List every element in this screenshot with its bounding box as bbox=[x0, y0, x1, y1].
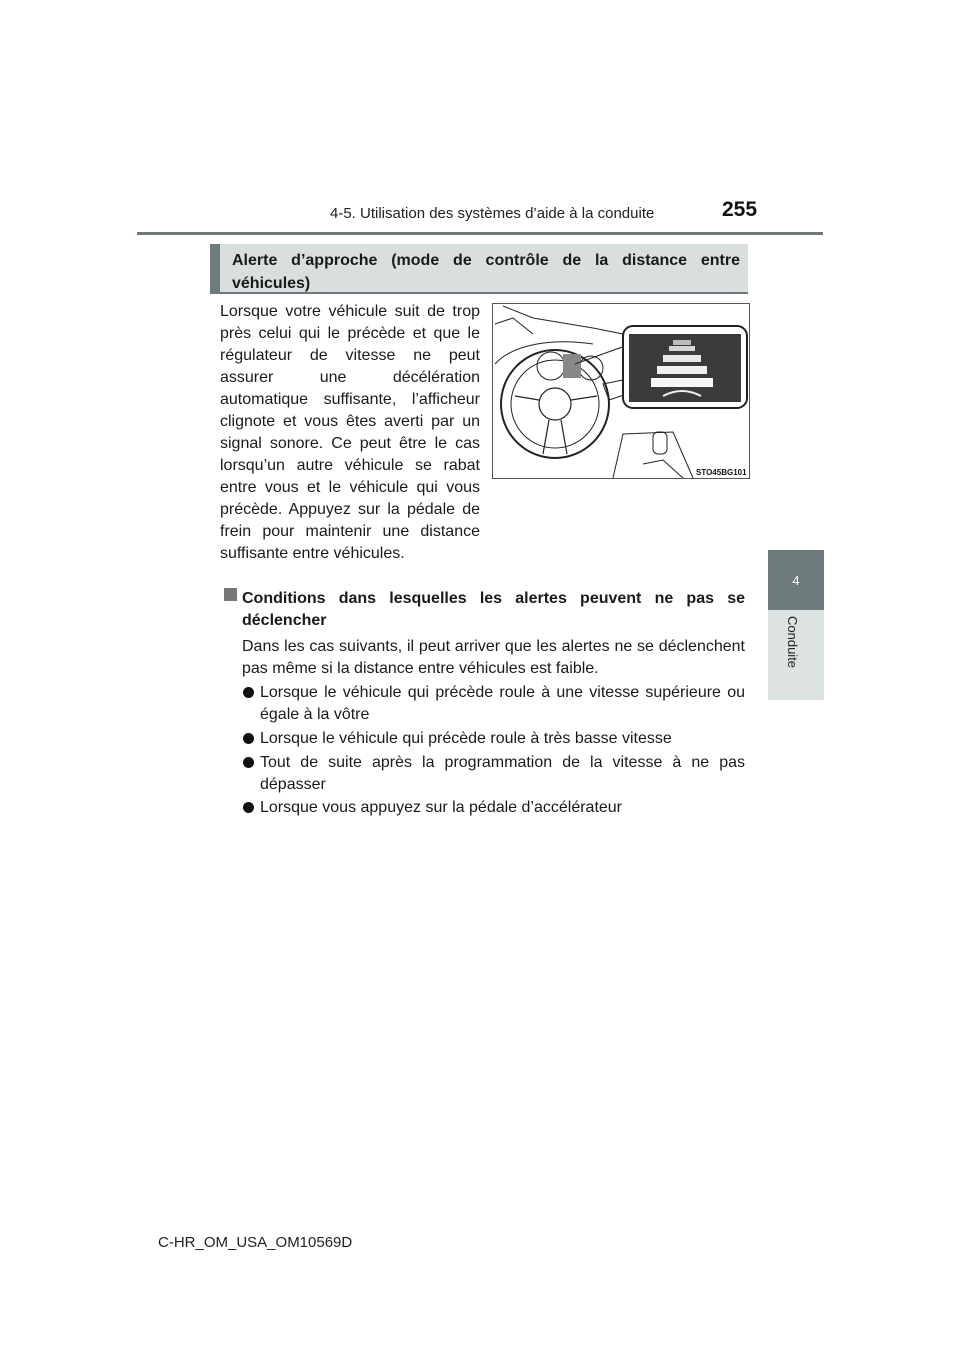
bullet-item: Lorsque le véhicule qui précède roule à une vitesse supérieure ou égale à la vôtre bbox=[260, 684, 745, 723]
chapter-tab-number: 4 bbox=[768, 550, 824, 610]
steering-wheel-display-drawing bbox=[493, 304, 749, 478]
bullet-item: Tout de suite après la programmation de la vitesse à ne pas dépasser bbox=[260, 754, 745, 793]
header-divider bbox=[137, 232, 823, 235]
running-header: 4-5. Utilisation des systèmes d’aide à la conduite bbox=[330, 205, 655, 222]
document-code: C-HR_OM_USA_OM10569D bbox=[158, 1234, 353, 1251]
chapter-tab-label: Conduite bbox=[785, 616, 800, 669]
intro-paragraph: Lorsque votre véhicule suit de trop près celui qui le précède et que le régulateur de vitesse ne peut assurer une décélération automatique suffisante, l’afficheur clignote et vous êtes averti par un signal sonore. Ce peut être le cas lorsqu’un autre véhicule se rabat entre vous et le véhicule qui vous précède. Appuyez sur la pédale de frein pour maintenir une distance suffisante entre véhicules. bbox=[220, 303, 480, 562]
bullet-dot-icon bbox=[243, 733, 254, 744]
conditions-paragraph: Dans les cas suivants, il peut arriver que les alertes ne se déclenchent pas même si la distance entre véhicules est faible. bbox=[242, 638, 745, 677]
conditions-heading: Conditions dans lesquelles les alertes peuvent ne pas se déclencher bbox=[242, 590, 745, 629]
bullet-dot-icon bbox=[243, 802, 254, 813]
bullet-dot-icon bbox=[243, 757, 254, 768]
figure-code: STO45BG101 bbox=[696, 468, 747, 477]
bullet-dot-icon bbox=[243, 687, 254, 698]
bullet-item: Lorsque vous appuyez sur la pédale d’accélérateur bbox=[260, 799, 623, 816]
page-number: 255 bbox=[722, 198, 758, 221]
dashboard-illustration bbox=[492, 303, 750, 479]
bullet-item: Lorsque le véhicule qui précède roule à très basse vitesse bbox=[260, 730, 672, 747]
square-bullet-icon bbox=[224, 588, 237, 601]
section-title: Alerte d’approche (mode de contrôle de la distance entre véhicules) bbox=[210, 244, 748, 294]
